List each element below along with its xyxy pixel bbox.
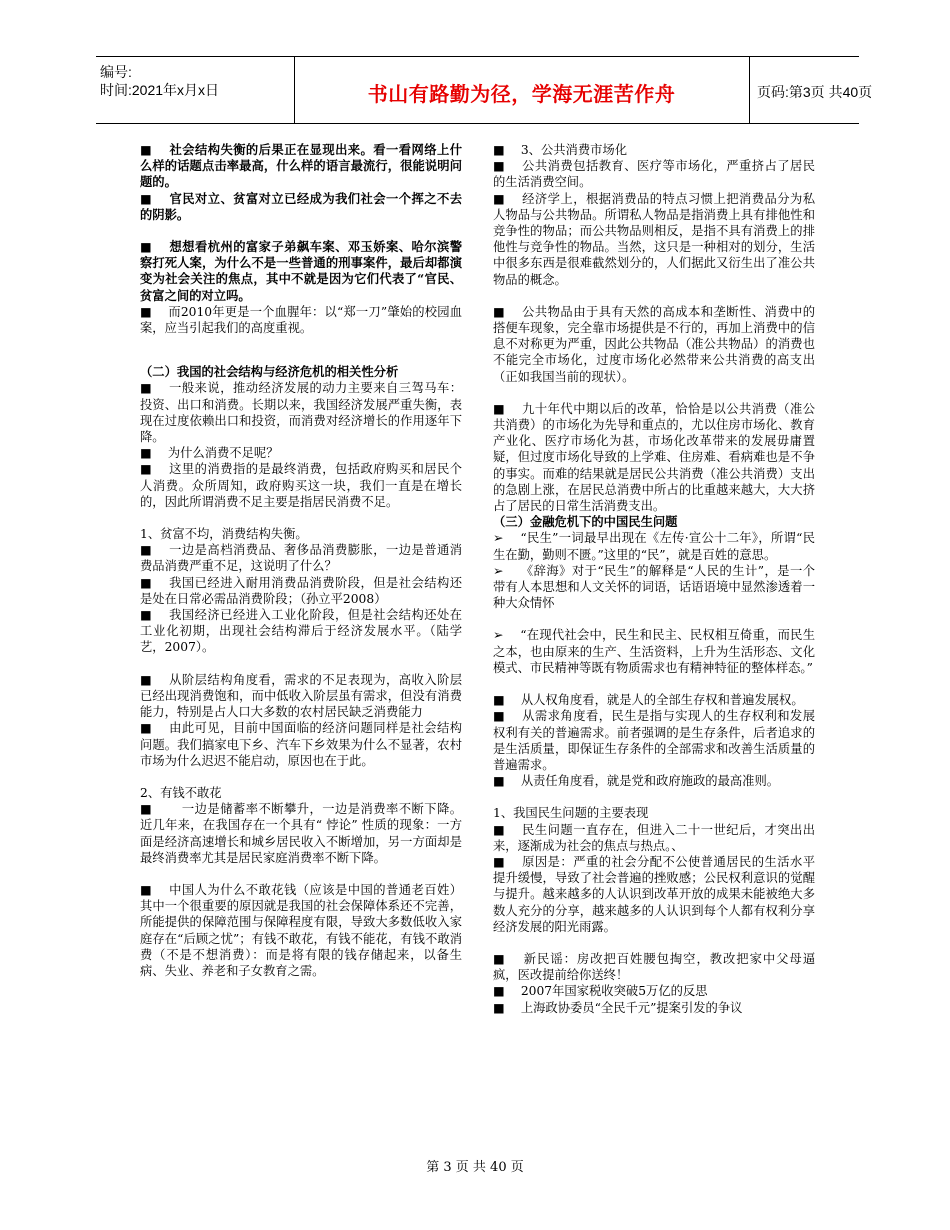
paragraph: ■ 而2010年更是一个血腥年：以“郑一刀”肇始的校园血案，应当引起我们的高度重视。: [140, 304, 462, 336]
paragraph-spacer: [140, 656, 462, 672]
paragraph: ■ 一边是储蓄率不断攀升，一边是消费率不断下降。近几年来，在我国存在一个具有“ 悖论” 性质的现象：一方面是经济高速增长和城乡居民收入不断增加，另一方面却是最终消费率尤其是居民家庭消费率不断下降。: [140, 802, 462, 865]
paragraph-spacer: [140, 769, 462, 785]
page-header: [96, 56, 873, 124]
paragraph: ■ 一般来说，推动经济发展的动力主要来自三驾马车：投资、出口和消费。长期以来，我国经济发展严重失衡，表现在过度依赖出口和投资，而消费对经济增长的作用逐年下降。: [140, 381, 462, 445]
paragraph: ■ 民生问题一直存在，但进入二十一世纪后，才突出出来，逐渐成为社会的焦点与热点。、: [493, 822, 815, 853]
page-footer: 第 3 页 共 40 页: [426, 1160, 524, 1175]
paragraph: ➢ “民生”一词最早出现在《左传·宣公十二年》，所谓“民生在勤，勤则不匮。”这里的“民”，就是百姓的意思。: [493, 531, 815, 562]
paragraph: ■ 社会结构失衡的后果正在显现出来。看一看网络上什么样的话题点击率最高，什么样的语言最流行，很能说明问题的。: [140, 142, 462, 190]
section-heading: （二）我国的社会结构与经济危机的相关性分析: [140, 364, 399, 380]
paragraph-spacer: [493, 789, 815, 805]
right-text-column: [493, 142, 815, 1016]
paragraph: ■ 为什么消费不足呢？: [140, 446, 279, 461]
paragraph: ■ 公共消费包括教育、医疗等市场化，严重挤占了居民的生活消费空间。: [493, 159, 815, 190]
paragraph: ■ 从需求角度看，民生是指与实现人的生存权利和发展权利有关的普遍需求。前者强调的是生存条件，后者追求的是生活质量，即保证生存条件的全部需求和改善生活质量的普遍需求。: [493, 709, 815, 772]
header-motto: 书山有路勤为径，学海无涯苦作舟: [367, 82, 676, 106]
paragraph-spacer: [493, 611, 815, 627]
paragraph-spacer: [140, 223, 462, 239]
paragraph-spacer: [493, 288, 815, 304]
paragraph: ■ 经济学上，根据消费品的特点习惯上把消费品分为私人物品与公共物品。所谓私人物品是指消费上具有排他性和竞争性的物品；而公共物品则相反，是指不具有消费上的排他性与竞争性的物品。当然，这只是一种相对的划分，生活中很多东西是很难截然划分的，人们据此又衍生出了准公共物品的概念。: [493, 191, 815, 287]
header-motto-cell: [294, 57, 750, 123]
paragraph: ■ 原因是：严重的社会分配不公使普通居民的生活水平提升缓慢，导致了社会普遍的挫败感；公民权利意识的觉醒与提升。越来越多的人认识到改革开放的成果未能被绝大多数人充分的分享，越来越多的人认识到每个人都有权利分享经济发展的阳光雨露。: [493, 854, 815, 934]
paragraph: ■ 我国已经进入耐用消费品消费阶段，但是社会结构还是处在日常必需品消费阶段；（孙立平2008）: [140, 575, 462, 606]
paragraph-spacer: [140, 866, 462, 882]
paragraph: ■ 从阶层结构角度看，需求的不足表现为，高收入阶层已经出现消费饱和，而中低收入阶层虽有需求，但没有消费能力，特别是占人口大多数的农村居民缺乏消费能力: [140, 672, 462, 720]
paragraph: ■ 九十年代中期以后的改革，恰恰是以公共消费（准公共消费）的市场化为先导和重点的，尤以住房市场化、教育产业化、医疗市场化为甚，市场化改革带来的发展毋庸置疑，但过度市场化导致的上学难、住房难、看病难也是不争的事实。而难的结果就是居民公共消费（准公共消费）支出的急剧上涨，在居民总消费中所占的比重越来越大，大大挤占了居民的日常生活消费支出。: [493, 401, 815, 514]
paragraph: ➢ 《辞海》对于“民生”的解释是“人民的生计”，是一个带有人本思想和人文关怀的词语，话语语境中显然渗透着一种大众情怀: [493, 563, 815, 611]
paragraph: ■ 官民对立、贫富对立已经成为我们社会一个挥之不去的阴影。: [140, 190, 462, 222]
paragraph-spacer: [493, 935, 815, 951]
paragraph: ■ 2007年国家税收突破5万亿的反思: [493, 984, 708, 999]
paragraph: ➢ “在现代社会中，民生和民主、民权相互倚重，而民生之本，也由原来的生产、生活资料，上升为生活形态、文化模式、市民精神等既有物质需求也有精神特征的整体样态。”: [493, 628, 815, 675]
paragraph: ■ 这里的消费指的是最终消费，包括政府购买和居民个人消费。众所周知，政府购买这一块，我们一直是在增长的，因此所谓消费不足主要是指居民消费不足。: [140, 462, 462, 509]
left-text-column: [140, 142, 462, 979]
paragraph: 2、有钱不敢花: [140, 785, 222, 800]
section-heading: （三）金融危机下的中国民生问题: [493, 514, 678, 530]
paragraph: 1、我国民生问题的主要表现: [493, 806, 649, 821]
document-code-label: 编号:: [100, 64, 132, 80]
paragraph: ■ 从人权角度看，就是人的全部生存权和普遍发展权。: [493, 693, 804, 708]
header-page-cell: [749, 57, 873, 123]
paragraph-spacer: [493, 385, 815, 401]
document-time-label: 时间:2021年x月x日: [100, 82, 220, 98]
paragraph: ■ 新民谣：房改把百姓腰包掏空，教改把家中父母逼疯，医改提前给你送终！: [493, 951, 815, 983]
header-info-cell: [96, 57, 295, 123]
paragraph-spacer: [493, 676, 815, 692]
paragraph: ■ 我国经济已经进入工业化阶段，但是社会结构还处在工业化初期，出现社会结构滞后于经济发展水平。（陆学艺，2007）。: [140, 608, 462, 655]
paragraph: ■ 3、公共消费市场化: [493, 143, 628, 157]
paragraph: ■ 公共物品由于具有天然的高成本和垄断性、消费中的搭便车现象，完全靠市场提供是不行的，再加上消费中的信息不对称更为严重，因此公共物品（准公共物品）的消费也不能完全市场化，过度市场化必然带来公共消费的高支出（正如我国当前的现状）。: [493, 304, 815, 384]
paragraph: ■ 中国人为什么不敢花钱（应该是中国的普通老百姓）其中一个很重要的原因就是我国的社会保障体系还不完善，所能提供的保障范围与保障程度有限，导致大多数低收入家庭存在“后顾之忧”；有钱不敢花，有钱不能花，有钱不敢消费（不是不想消费）：而是将有限的钱存储起来，以备生病、失业、养老和子女教育之需。: [140, 882, 462, 978]
paragraph-spacer: [140, 336, 462, 364]
paragraph: 1、贫富不均，消费结构失衡。: [140, 527, 308, 542]
paragraph: ■ 上海政协委员“全民千元”提案引发的争议: [493, 1000, 743, 1015]
paragraph: ■ 由此可见，目前中国面临的经济问题同样是社会结构问题。我们搞家电下乡、汽车下乡效果为什么不显著，农村市场为什么迟迟不能启动，原因也在于此。: [140, 721, 462, 768]
paragraph: ■ 从责任角度看，就是党和政府施政的最高准则。: [493, 774, 780, 789]
paragraph-spacer: [140, 510, 462, 526]
paragraph: ■ 一边是高档消费品、奢侈品消费膨胀，一边是普通消费品消费严重不足，这说明了什么？: [140, 543, 462, 574]
header-page-number: 页码:第3页 共40页: [757, 84, 873, 100]
paragraph: ■ 想想看杭州的富家子弟飙车案、邓玉娇案、哈尔滨警察打死人案，为什么不是一些普通的刑事案件，最后却都演变为社会关注的焦点，其中不就是因为它们代表了“官民、贫富之间的对立吗。: [140, 239, 462, 303]
